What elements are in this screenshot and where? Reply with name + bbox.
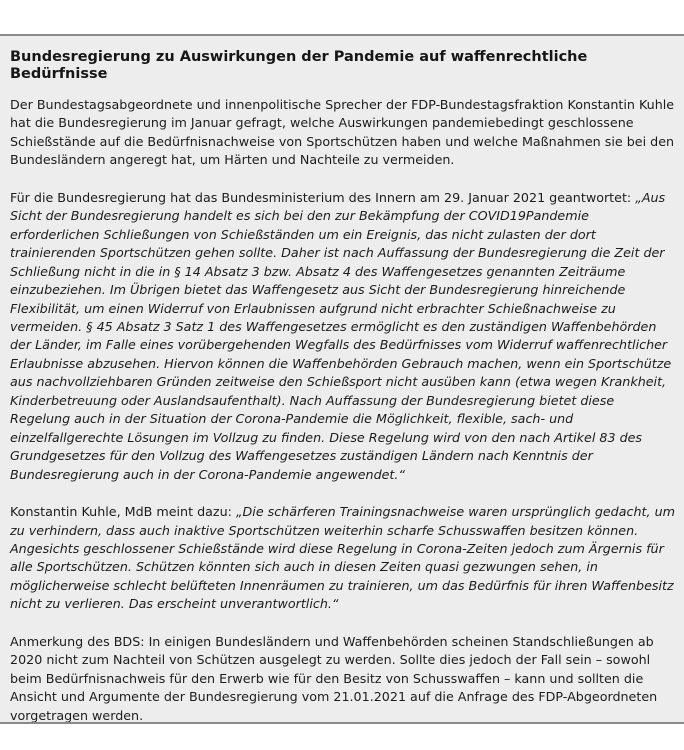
paragraph-question: Der Bundestagsabgeordnete und innenpolitische Sprecher der FDP-Bundestagsfraktion Konstantin Kuhle hat die Bundesregierung im Januar gefragt, welche Auswirkungen pandemiebedingt geschlossene Schießstände auf die Bedürfnisnachweise von Sportschützen haben und welche Maßnahmen sie bei den Bundesländern angeregt hat, um Härten und Nachteile zu vermeiden. bbox=[10, 97, 675, 168]
kuhle-quote: „Die schärferen Trainingsnachweise waren ursprünglich gedacht, um zu verhindern, dass auch inaktive Sportschützen weiterhin scharfe Schusswaffen besitzen können. Angesichts geschlossener Schießstände wird diese Regelung in Corona-Zeiten jedoch zum Ärgernis für alle Sportschützen. Schützen könnten sich auch in diesen Zeiten quasi gezwungen sehen, in möglicherweise schlecht belüfteten Innenräumen zu trainieren, um das Bedürfnis für ihren Waffenbesitz nicht zu verlieren. Das erscheint unverantwortlich.“ bbox=[10, 504, 675, 612]
article-title: Bundesregierung zu Auswirkungen der Pandemie auf waffenrechtliche Bedürfnisse bbox=[10, 49, 588, 82]
paragraph-bds-note: Anmerkung des BDS: In einigen Bundesländern und Waffenbehörden scheinen Standschließungen ab 2020 nicht zum Nachteil von Schützen ausgelegt zu werden. Sollte dies jedoch der Fall sein – sowohl beim Bedürfnisnachweis für den Erwerb wie für den Besitz von Schusswaffen – kann und sollten die Ansicht und Argumente der Bundesregierung vom 21.01.2021 auf die Anfrage des FDP-Abgeordneten vorgetragen werden. bbox=[10, 633, 658, 723]
bottom-divider bbox=[0, 722, 684, 724]
answer-intro: Für die Bundesregierung hat das Bundesministerium des Innern am 29. Januar 2021 geantwortet: bbox=[10, 189, 632, 205]
article-panel bbox=[0, 36, 684, 724]
paragraph-kuhle-statement bbox=[10, 503, 676, 614]
kuhle-intro: Konstantin Kuhle, MdB meint dazu: bbox=[10, 504, 232, 520]
paragraph-government-answer bbox=[10, 189, 676, 484]
answer-quote: „Aus Sicht der Bundesregierung handelt es sich bei den zur Bekämpfung der COVID19Pandemie erforderlichen Schließungen von Schießständen um ein Ereignis, das nicht zulasten der dort trainierenden Sportschützen gehen sollte. Daher ist nach Auffassung der Bundesregierung die Zeit der Schließung nicht in die in § 14 Absatz 3 bzw. Absatz 4 des Waffengesetzes genannten Zeiträume einzubeziehen. Im Übrigen bietet das Waffengesetz aus Sicht der Bundesregierung hinreichende Flexibilität, um einen Widerruf von Erlaubnissen aufgrund nicht erbrachter Schießnachweise zu vermeiden. § 45 Absatz 3 Satz 1 des Waffengesetzes ermöglicht es den zuständigen Waffenbehörden der Länder, im Falle eines vorübergehenden Wegfalls des Bedürfnisses vom Widerruf waffenrechtlicher Erlaubnisse abzusehen. Hiervon können die Waffenbehörden Gebrauch machen, wenn ein Sportschütze aus nachvollziehbaren Gründen zeitweise den Schießsport nicht ausüben kann (etwa wegen Krankheit, Kinderbetreuung oder Auslandsaufenthalt). Nach Auffassung der Bundesregierung bietet diese Regelung auch in der Situation der Corona-Pandemie die Möglichkeit, flexible, sach- und einzelfallgerechte Lösungen im Vollzug zu finden. Diese Regelung wird von den nach Artikel 83 des Grundgesetzes für den Vollzug des Waffengesetzes zuständigen Ländern nach Kenntnis der Bundesregierung auch in der Corona-Pandemie angewendet.“ bbox=[10, 189, 672, 482]
